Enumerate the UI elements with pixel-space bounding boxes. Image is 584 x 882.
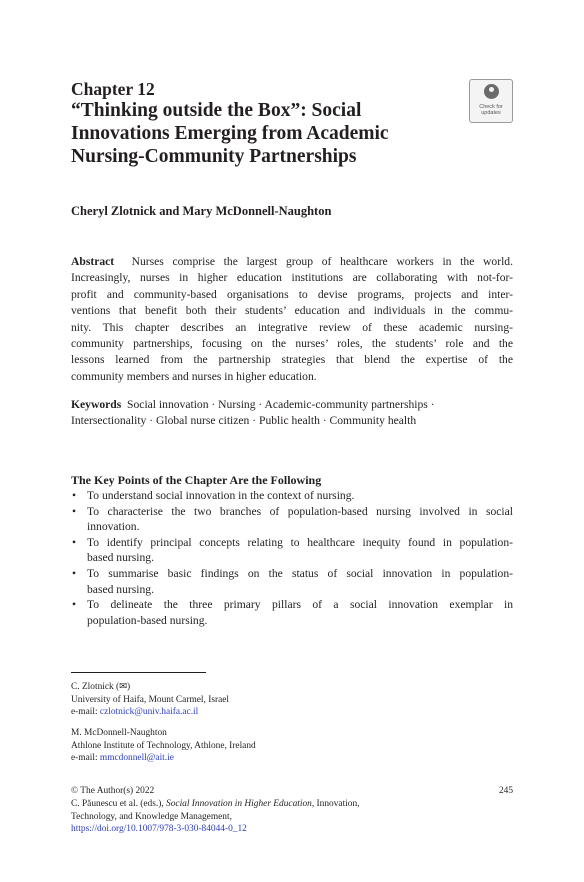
chapter-number: Chapter 12 [71, 79, 155, 99]
abstract-line: nity. This chapter describes an integrative review of these academic nursing- [71, 320, 513, 334]
badge-label-line2: updates [481, 110, 501, 116]
email-link[interactable]: czlotnick@univ.haifa.ac.il [99, 707, 199, 718]
abstract-label: Abstract [71, 255, 115, 268]
bullet-icon: • [72, 489, 77, 502]
abstract-line: lessons learned from the partnership strategies that blend the expertise of the [71, 353, 513, 367]
abstract-line: profit and community-based organisations to devise programs, projects and inter- [71, 287, 513, 301]
doi-link[interactable]: https://doi.org/10.1007/978-3-030-84044-0_12 [71, 824, 247, 835]
copyright-line: © The Author(s) 2022 [71, 786, 155, 796]
list-item [71, 535, 513, 566]
citation-line-2: Technology, and Knowledge Management, [71, 811, 232, 822]
chapter-title-line: “Thinking outside the Box”: Social [71, 100, 362, 121]
email-link[interactable]: mmcdonnell@ait.ie [99, 753, 174, 764]
key-points-heading: The Key Points of the Chapter Are the Following [71, 473, 322, 487]
badge-label-line1: Check for [479, 104, 503, 110]
list-item [71, 566, 513, 597]
bullet-icon: • [72, 504, 77, 518]
list-item-line: To characterise the two branches of population-based nursing involved in social [87, 504, 513, 518]
list-item-line: To delineate the three primary pillars of a social innovation exemplar in [87, 598, 513, 612]
abstract-line: Increasingly, nurses in higher education institutions are collaborating with not-for- [71, 271, 513, 285]
author-name: M. McDonnell-Naughton [71, 728, 167, 738]
list-item-line: To identify principal concepts relating to healthcare inequity found in population- [87, 535, 513, 549]
author-institution: Athlone Institute of Technology, Athlone, Ireland [71, 740, 256, 751]
list-item-line: innovation. [87, 520, 140, 534]
list-item-line: based nursing. [87, 582, 154, 596]
footnote-divider [71, 672, 206, 673]
list-item [71, 488, 513, 504]
keywords-line: Intersectionality · Global nurse citizen · Public health · Community health [71, 414, 417, 428]
citation-editors: C. Păunescu et al. (eds.), [71, 798, 167, 809]
abstract [71, 254, 513, 385]
chapter-title-line: Nursing-Community Partnerships [71, 146, 357, 167]
abstract-line: community partnerships, focusing on the nurses’ roles, the students’ role and the [71, 337, 513, 351]
list-item-line: based nursing. [87, 551, 154, 565]
author-list: Cheryl Zlotnick and Mary McDonnell-Naughton [71, 204, 332, 218]
abstract-line: ventions that benefit both their students’ education and individuals in the commu- [71, 304, 513, 318]
author-institution: University of Haifa, Mount Carmel, Israel [71, 694, 230, 705]
list-item [71, 597, 513, 628]
abstract-line: community members and nurses in higher education. [71, 369, 317, 383]
bullet-icon: • [72, 535, 77, 549]
email-prefix: e-mail: [71, 707, 100, 718]
list-item [71, 504, 513, 535]
page-footer [71, 785, 513, 836]
list-item-line: To summarise basic findings on the status of social innovation in population- [87, 566, 513, 580]
abstract-line: Nurses comprise the largest group of healthcare workers in the world. [131, 255, 513, 268]
citation-line [71, 798, 513, 811]
list-item-line: population-based nursing. [87, 613, 208, 627]
chapter-title-line: Innovations Emerging from Academic [71, 123, 389, 144]
keywords-label: Keywords [71, 398, 122, 411]
author-name: C. Zlotnick (✉) [71, 682, 131, 692]
keywords-line: Social innovation · Nursing · Academic-community partnerships · [127, 398, 435, 411]
bullet-icon: • [72, 598, 77, 612]
affiliation-1 [71, 681, 229, 719]
key-points-list [71, 488, 513, 628]
email-prefix: e-mail: [71, 753, 100, 764]
list-item-line: To understand social innovation in the context of nursing. [87, 489, 355, 502]
keywords [71, 397, 513, 430]
citation-series: , Innovation, [311, 798, 360, 809]
page-number: 245 [498, 786, 513, 796]
affiliation-2 [71, 727, 256, 765]
book-title: Social Innovation in Higher Education [166, 798, 312, 809]
bullet-icon: • [72, 566, 77, 580]
check-for-updates-icon [484, 84, 499, 99]
chapter-title [71, 99, 471, 168]
check-for-updates-badge[interactable] [469, 79, 513, 123]
